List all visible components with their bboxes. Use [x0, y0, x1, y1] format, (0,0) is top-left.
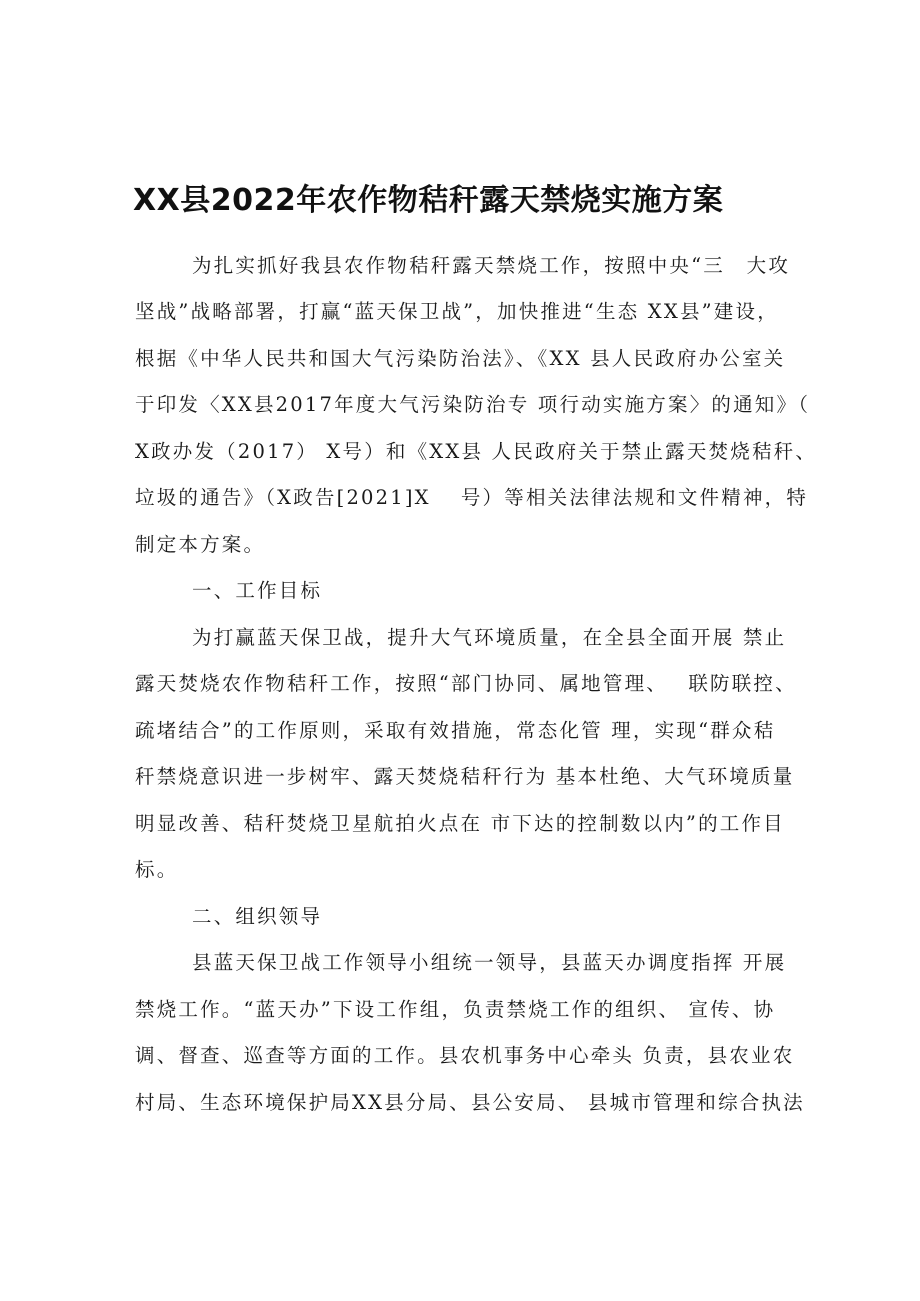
- document-title: XX县2022年农作物秸秆露天禁烧实施方案: [133, 183, 724, 218]
- text-line: 县蓝天保卫战工作领导小组统一领导，县蓝天办调度指挥 开展: [192, 951, 787, 974]
- text-line: 疏堵结合”的工作原则，采取有效措施，常态化管 理，实现“群众秸: [135, 719, 776, 742]
- text-line: 坚战”战略部署，打赢“蓝天保卫战”，加快推进“生态 XX县”建设，: [135, 300, 779, 323]
- text-line: 露天焚烧农作物秸秆工作，按照“部门协同、属地管理、 联防联控、: [135, 672, 797, 695]
- text-line: 为扎实抓好我县农作物秸秆露天禁烧工作，按照中央“三 大攻: [192, 254, 791, 277]
- section-heading: 一、工作目标: [192, 579, 323, 602]
- text-line: X政办发（2017） X号）和《XX县 人民政府关于禁止露天焚烧秸秆、: [135, 440, 818, 463]
- text-line: 标。: [135, 858, 179, 881]
- text-line: 制定本方案。: [135, 533, 266, 556]
- text-line: 于印发〈XX县2017年度大气污染防治专 项行动实施方案〉的通知》（: [135, 393, 811, 416]
- text-line: 村局、生态环境保护局XX县分局、县公安局、 县城市管理和综合执法: [135, 1091, 805, 1114]
- text-line: 调、督查、巡查等方面的工作。县农机事务中心牵头 负责，县农业农: [135, 1044, 795, 1067]
- text-line: 秆禁烧意识进一步树牢、露天焚烧秸秆行为 基本杜绝、大气环境质量: [135, 765, 795, 788]
- text-line: 根据《中华人民共和国大气污染防治法》、《XX 县人民政府办公室关: [135, 347, 786, 370]
- text-line: 为打赢蓝天保卫战，提升大气环境质量，在全县全面开展 禁止: [192, 626, 787, 649]
- text-line: 明显改善、秸秆焚烧卫星航拍火点在 市下达的控制数以内”的工作目: [135, 812, 785, 835]
- text-line: 垃圾的通告》（X政告[2021]X 号）等相关法律法规和文件精神，特: [135, 486, 809, 509]
- text-line: 禁烧工作。“蓝天办”下设工作组，负责禁烧工作的组织、 宣传、协: [135, 998, 776, 1021]
- section-heading: 二、组织领导: [192, 905, 323, 928]
